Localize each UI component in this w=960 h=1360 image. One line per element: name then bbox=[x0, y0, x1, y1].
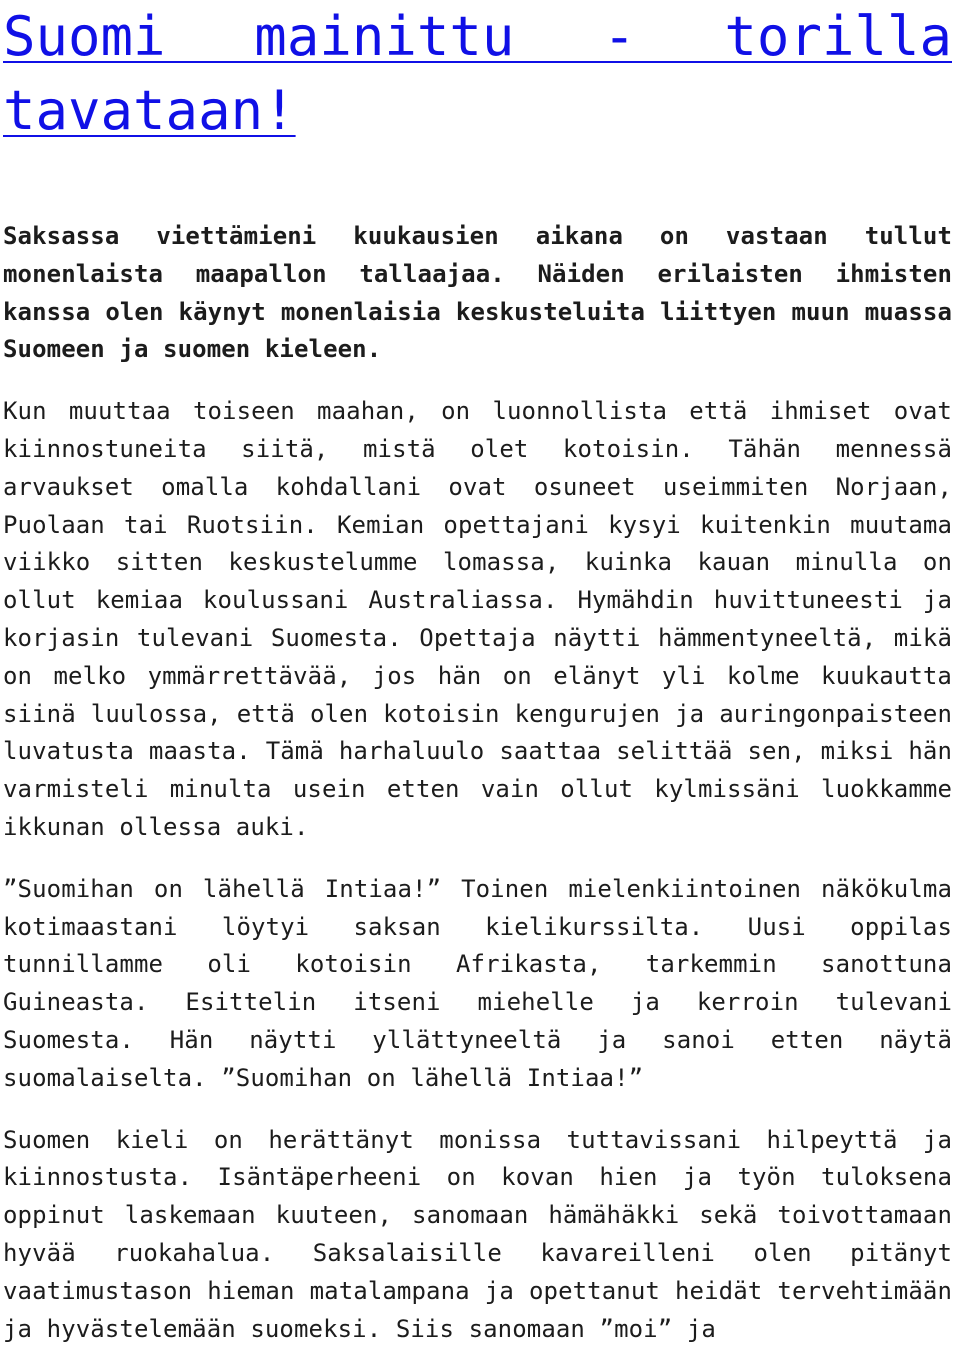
article-paragraph: ”Suomihan on lähellä Intiaa!” Toinen mielenkiintoinen näkökulma kotimaastani löytyi saksan kielikurssilta. Uusi oppilas tunnillamme oli kotoisin Afrikasta, tarkemmin sanottuna Guineasta. Esittelin itseni miehelle ja kerroin tulevani Suomesta. Hän näytti yllättyneeltä ja sanoi etten näytä suomalaiselta. ”Suomihan on lähellä Intiaa!” bbox=[3, 874, 952, 1092]
article-title-link[interactable]: Suomi mainittu - torilla tavataan! bbox=[3, 5, 952, 142]
article-title bbox=[3, 0, 952, 148]
article-paragraph: Kun muuttaa toiseen maahan, on luonnollista että ihmiset ovat kiinnostuneita siitä, mistä olet kotoisin. Tähän mennessä arvaukset omalla kohdallani ovat osuneet useimmiten Norjaan, Puolaan tai Ruotsiin. Kemian opettajani kysyi kuitenkin muutama viikko sitten keskustelumme lomassa, kuinka kauan minulla on ollut kemiaa koulussani Australiassa. Hymähdin huvittuneesti ja korjasin tulevani Suomesta. Opettaja näytti hämmentyneeltä, mikä on melko ymmärrettävää, jos hän on elänyt yli kolme kuukautta siinä luulossa, että olen kotoisin kengurujen ja auringonpaisteen luvatusta maasta. Tämä harhaluulo saattaa selittää sen, miksi hän varmisteli minulta usein etten vain ollut kylmissäni luokkamme ikkunan ollessa auki. bbox=[3, 397, 952, 841]
article bbox=[3, 0, 952, 1348]
article-paragraph: Suomen kieli on herättänyt monissa tuttavissani hilpeyttä ja kiinnostusta. Isäntäperheeni on kovan hien ja työn tuloksena oppinut laskemaan kuuteen, sanomaan hämähäkki sekä toivottamaan hyvää ruokahalua. Saksalaisille kavareilleni olen pitänyt vaatimustason hieman matalampana ja opettanut heidät tervehtimään ja hyvästelemään suomeksi. Siis sanomaan ”moi” ja bbox=[3, 1125, 952, 1343]
article-lead-paragraph: Saksassa viettämieni kuukausien aikana on vastaan tullut monenlaista maapallon tallaajaa. Näiden erilaisten ihmisten kanssa olen käynyt monenlaisia keskusteluita liittyen muun muassa Suomeen ja suomen kieleen. bbox=[3, 222, 952, 364]
